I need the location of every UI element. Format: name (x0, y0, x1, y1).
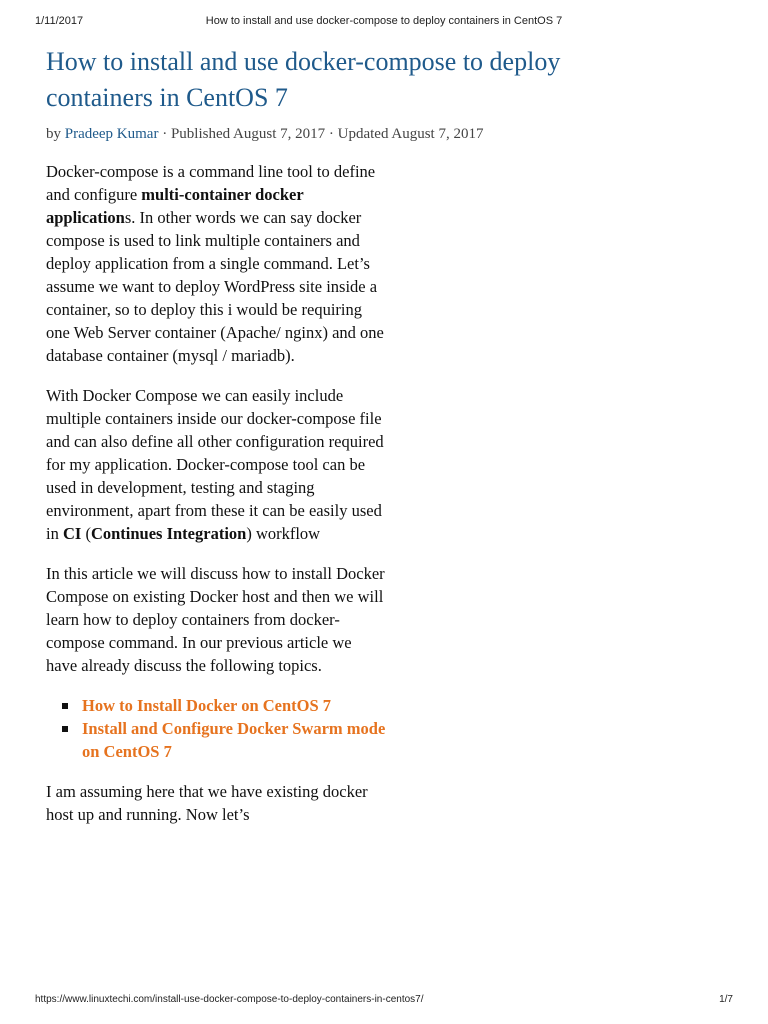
bullet-icon (62, 726, 68, 732)
author-link[interactable]: Pradeep Kumar (64, 126, 159, 142)
link-docker-swarm[interactable]: Install and Configure Docker Swarm mode on CentOS 7 (82, 719, 386, 761)
continues-integration-bold: Continues Integration (90, 524, 247, 543)
compose-text: With Docker Compose we can easily include multiple containers inside our docker-compose file and can also define all other configuration required for my application. Docker-compose tool can be used in development, testing and staging environment, apart from these it can be easily used in (46, 386, 384, 543)
paragraph-compose (46, 384, 386, 545)
intro-bold: multi-container docker application (46, 185, 304, 227)
link-install-docker[interactable]: How to Install Docker on CentOS 7 (82, 696, 332, 715)
byline (46, 124, 686, 144)
paragraph-intro (46, 160, 386, 367)
list-item (82, 717, 386, 763)
article-title: How to install and use docker-compose to deploy containers in CentOS 7 (46, 47, 561, 112)
print-header (0, 15, 768, 31)
paragraph-assumption: I am assuming here that we have existing docker host up and running. Now let’s (46, 782, 368, 824)
related-links-list (46, 694, 386, 763)
byline-prefix: by (46, 126, 65, 142)
compose-paren-open: ( (81, 524, 91, 543)
print-date: 1/11/2017 (35, 15, 84, 27)
print-title: How to install and use docker-compose to deploy containers in CentOS 7 (205, 15, 563, 27)
publish-info: · Published August 7, 2017 · Updated August 7, 2017 (158, 126, 484, 142)
paragraph-article-scope (46, 562, 386, 677)
print-footer (0, 994, 768, 1010)
intro-text-cont: s. In other words we can say docker compose is used to link multiple containers and deploy application from a single command. Let’s assume we want to deploy WordPress site inside a container, so to deploy this i would be requiring one Web Server container (Apache/ nginx) and one database container (mysql / mariadb). (46, 208, 384, 365)
article-body (46, 160, 386, 843)
page-number: 1/7 (719, 994, 733, 1005)
bullet-icon (62, 703, 68, 709)
ci-bold: CI (62, 524, 82, 543)
intro-text: Docker-compose is a command line tool to define and configure (46, 162, 376, 204)
compose-text-end: ) workflow (246, 524, 321, 543)
list-item (82, 694, 386, 717)
page-url: https://www.linuxtechi.com/install-use-docker-compose-to-deploy-containers-in-centos7/ (35, 994, 424, 1005)
scope-text: In this article we will discuss how to install Docker Compose on existing Docker host and then we will learn how to deploy containers from docker-compose command. In our previous article we have already discuss the following topics. (46, 564, 385, 675)
